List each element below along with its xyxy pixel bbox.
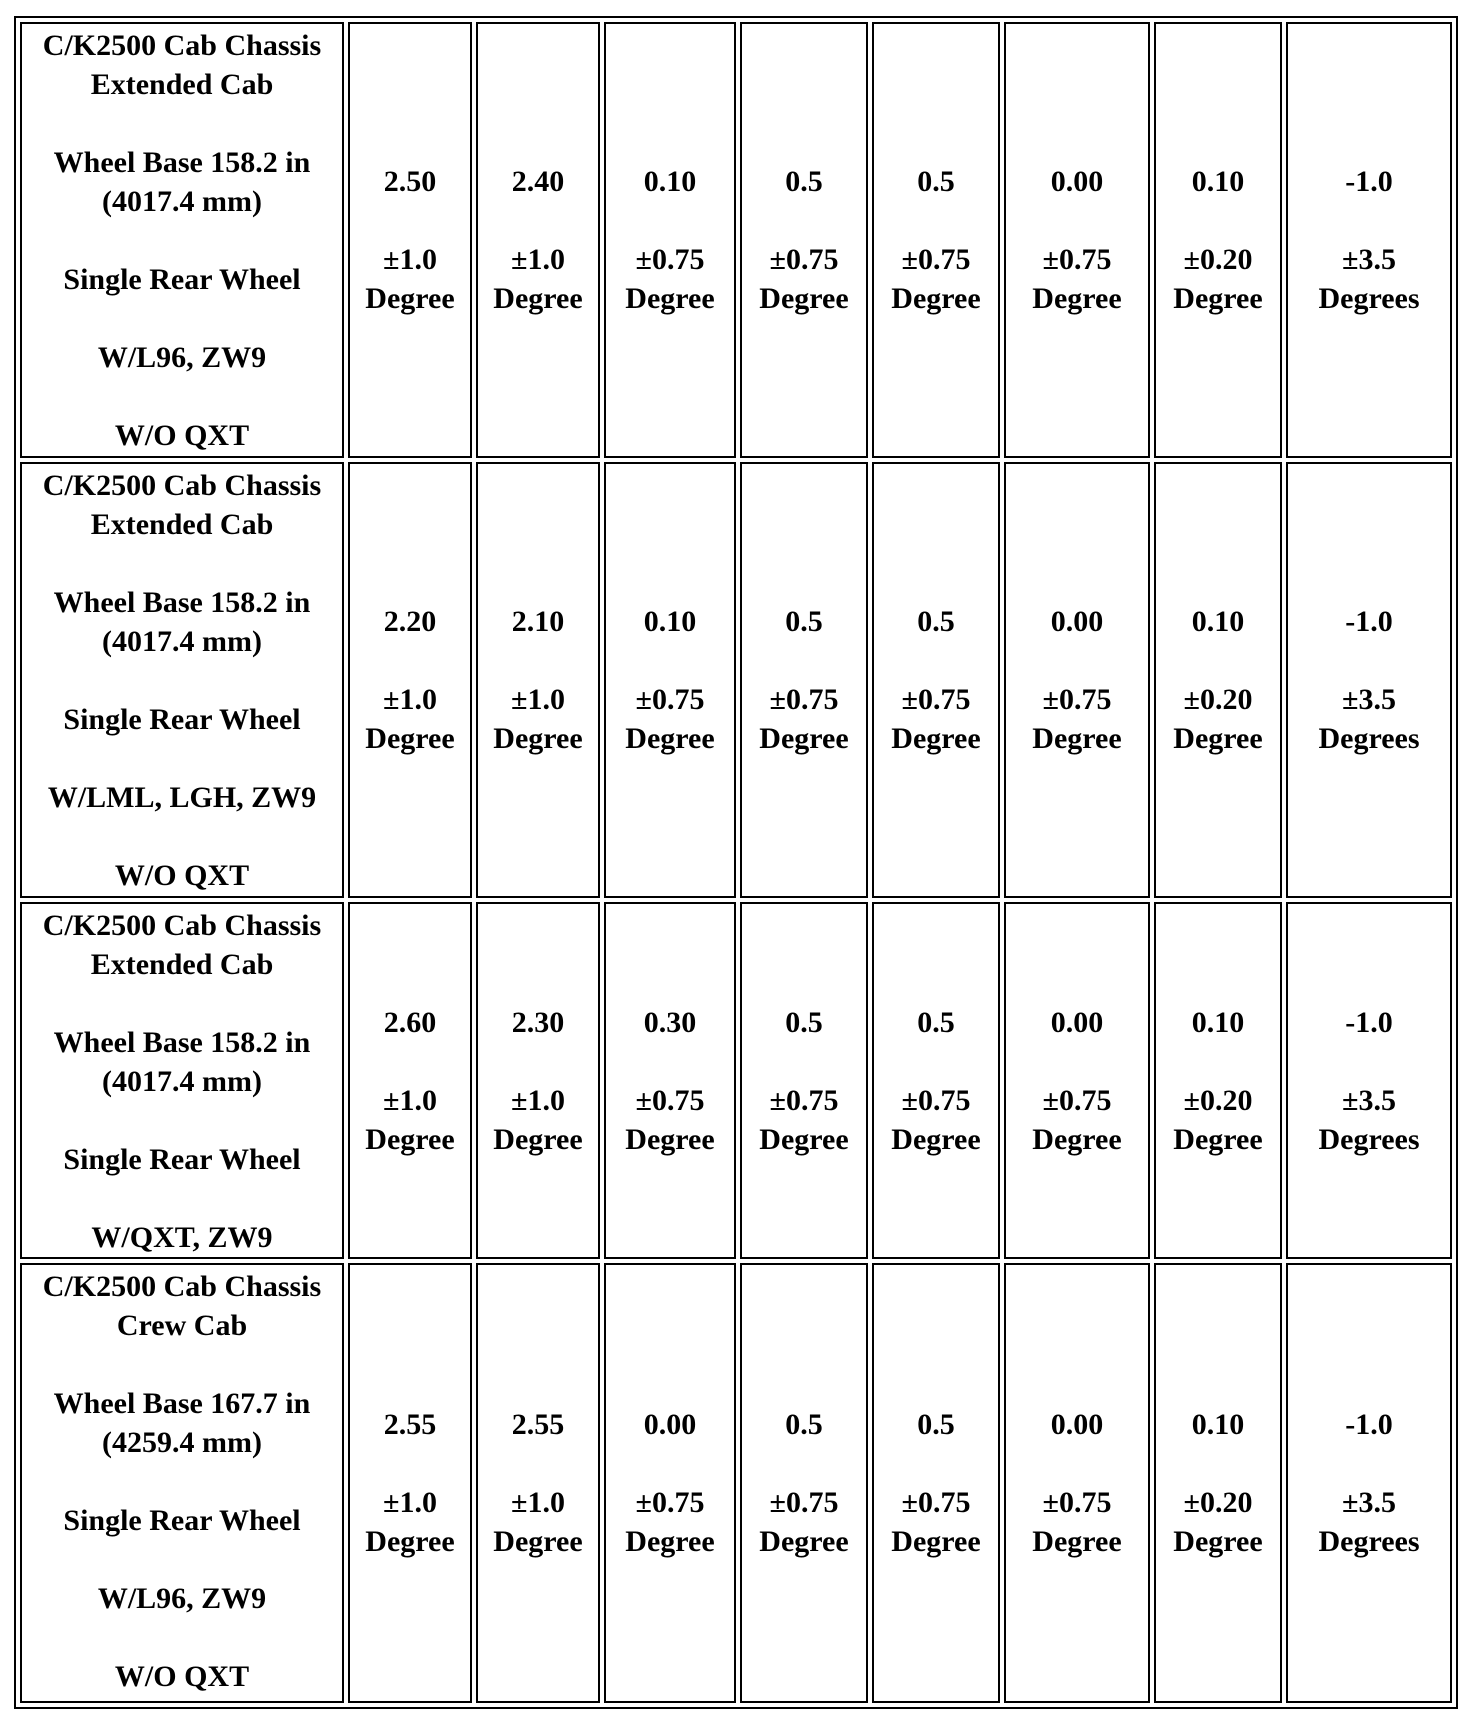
spec-cell — [1286, 22, 1452, 458]
spec-value: 2.55 — [511, 1408, 565, 1441]
spec-value: 0.5 — [917, 1005, 955, 1039]
spec-unit: Degree — [891, 282, 981, 315]
spec-cell — [348, 1263, 472, 1703]
spec-value: 2.55 — [383, 1408, 437, 1441]
spec-unit: Degree — [365, 1525, 455, 1558]
spec-cell — [872, 22, 1000, 458]
spec-unit: Degrees — [1318, 282, 1420, 315]
spec-cell — [476, 902, 600, 1259]
wheelbase-in: Wheel Base 167.7 in — [53, 1387, 311, 1420]
spec-value: 0.10 — [643, 165, 697, 198]
spec-cell — [348, 902, 472, 1259]
spec-value: 0.00 — [1050, 165, 1104, 198]
line-spacer — [22, 1179, 342, 1218]
line-spacer — [22, 1345, 342, 1384]
spec-value: 0.5 — [785, 1408, 823, 1441]
spec-unit: Degree — [493, 722, 583, 755]
excluded-options: W/O QXT — [114, 1660, 250, 1693]
cab-type: Extended Cab — [90, 68, 274, 101]
line-spacer — [606, 1042, 734, 1081]
line-spacer — [350, 1042, 470, 1081]
line-spacer — [350, 201, 470, 240]
spec-cell — [1004, 1263, 1150, 1703]
line-spacer — [742, 641, 866, 680]
spec-tolerance: ±1.0 — [511, 683, 565, 716]
line-spacer — [478, 1042, 598, 1081]
spec-cell — [476, 22, 600, 458]
table-row — [20, 462, 1452, 898]
wheelbase-mm: (4017.4 mm) — [102, 185, 262, 218]
line-spacer — [22, 299, 342, 338]
spec-unit: Degree — [891, 1525, 981, 1558]
spec-unit: Degree — [625, 1122, 715, 1156]
line-spacer — [1156, 201, 1280, 240]
spec-unit: Degree — [1032, 722, 1122, 755]
spec-unit: Degree — [759, 1525, 849, 1558]
spec-tolerance: ±0.75 — [769, 1083, 839, 1117]
line-spacer — [1156, 1444, 1280, 1483]
spec-cell — [604, 902, 736, 1259]
line-spacer — [874, 1042, 998, 1081]
table-row — [20, 1263, 1452, 1703]
spec-value: 0.10 — [1191, 165, 1245, 198]
spec-unit: Degree — [625, 1525, 715, 1558]
spec-cell — [476, 462, 600, 898]
included-options: W/LML, LGH, ZW9 — [47, 781, 317, 814]
spec-tolerance: ±3.5 — [1342, 683, 1396, 716]
line-spacer — [22, 1540, 342, 1579]
spec-unit: Degree — [1032, 1122, 1122, 1156]
spec-tolerance: ±0.75 — [901, 683, 971, 716]
spec-unit: Degree — [759, 1122, 849, 1156]
line-spacer — [22, 104, 342, 143]
line-spacer — [1288, 1444, 1450, 1483]
spec-tolerance: ±1.0 — [383, 1486, 437, 1519]
table-body — [20, 22, 1452, 1703]
spec-value: 0.00 — [643, 1408, 697, 1441]
spec-cell — [1286, 1263, 1452, 1703]
spec-tolerance: ±0.20 — [1183, 1083, 1253, 1117]
line-spacer — [22, 377, 342, 416]
model-cell — [20, 1263, 344, 1703]
spec-cell — [1154, 902, 1282, 1259]
spec-tolerance: ±3.5 — [1342, 1486, 1396, 1519]
model-cell — [20, 902, 344, 1259]
spec-unit: Degrees — [1318, 1525, 1420, 1558]
wheelbase-in: Wheel Base 158.2 in — [53, 1026, 311, 1059]
spec-value: 0.5 — [785, 1005, 823, 1039]
rear-wheel-type: Single Rear Wheel — [63, 263, 301, 296]
spec-tolerance: ±3.5 — [1342, 1083, 1396, 1117]
wheelbase-mm: (4017.4 mm) — [102, 625, 262, 658]
line-spacer — [22, 739, 342, 778]
spec-cell — [1004, 22, 1150, 458]
spec-value: 0.10 — [1191, 1408, 1245, 1441]
spec-tolerance: ±0.75 — [635, 1486, 705, 1519]
spec-tolerance: ±0.75 — [635, 243, 705, 276]
spec-cell — [1286, 902, 1452, 1259]
line-spacer — [478, 1444, 598, 1483]
spec-value: 0.5 — [785, 165, 823, 198]
spec-value: 0.00 — [1050, 1408, 1104, 1441]
spec-value: 0.00 — [1050, 605, 1104, 638]
spec-value: -1.0 — [1345, 1005, 1393, 1039]
spec-tolerance: ±0.75 — [769, 683, 839, 716]
spec-cell — [1004, 902, 1150, 1259]
cab-type: Extended Cab — [90, 948, 274, 981]
spec-cell — [740, 22, 868, 458]
spec-cell — [1004, 462, 1150, 898]
spec-tolerance: ±0.20 — [1183, 243, 1253, 276]
line-spacer — [1006, 1444, 1148, 1483]
line-spacer — [22, 1101, 342, 1140]
line-spacer — [22, 221, 342, 260]
spec-tolerance: ±1.0 — [383, 243, 437, 276]
spec-value: 2.10 — [511, 605, 565, 638]
spec-unit: Degree — [493, 1122, 583, 1156]
spec-unit: Degrees — [1318, 722, 1420, 755]
spec-cell — [476, 1263, 600, 1703]
spec-cell — [1154, 1263, 1282, 1703]
spec-unit: Degree — [1032, 282, 1122, 315]
spec-tolerance: ±0.75 — [635, 683, 705, 716]
spec-tolerance: ±1.0 — [383, 683, 437, 716]
rear-wheel-type: Single Rear Wheel — [63, 1504, 301, 1537]
spec-cell — [604, 22, 736, 458]
cab-type: Crew Cab — [116, 1309, 248, 1342]
wheelbase-in: Wheel Base 158.2 in — [53, 586, 311, 619]
spec-value: 0.5 — [917, 605, 955, 638]
table-row — [20, 22, 1452, 458]
spec-tolerance: ±0.75 — [769, 243, 839, 276]
cab-type: Extended Cab — [90, 508, 274, 541]
wheelbase-mm: (4259.4 mm) — [102, 1426, 262, 1459]
spec-cell — [872, 462, 1000, 898]
spec-unit: Degree — [365, 282, 455, 315]
spec-unit: Degree — [1173, 282, 1263, 315]
line-spacer — [350, 641, 470, 680]
spec-value: 0.10 — [1191, 605, 1245, 638]
spec-unit: Degree — [493, 282, 583, 315]
model-name: C/K2500 Cab Chassis — [42, 1270, 322, 1303]
spec-unit: Degree — [891, 722, 981, 755]
spec-cell — [740, 902, 868, 1259]
line-spacer — [606, 641, 734, 680]
spec-unit: Degrees — [1318, 1122, 1420, 1156]
spec-unit: Degree — [1173, 1122, 1263, 1156]
line-spacer — [350, 1444, 470, 1483]
spec-tolerance: ±1.0 — [383, 1083, 437, 1117]
spec-cell — [604, 1263, 736, 1703]
spec-value: 2.40 — [511, 165, 565, 198]
spec-unit: Degree — [1173, 722, 1263, 755]
line-spacer — [22, 817, 342, 856]
line-spacer — [874, 1444, 998, 1483]
wheelbase-in: Wheel Base 158.2 in — [53, 146, 311, 179]
spec-value: 0.5 — [785, 605, 823, 638]
spec-tolerance: ±0.20 — [1183, 1486, 1253, 1519]
spec-cell — [740, 462, 868, 898]
rear-wheel-type: Single Rear Wheel — [63, 703, 301, 736]
excluded-options: W/O QXT — [114, 859, 250, 892]
spec-cell — [1286, 462, 1452, 898]
line-spacer — [874, 201, 998, 240]
spec-cell — [872, 902, 1000, 1259]
line-spacer — [1156, 641, 1280, 680]
model-cell — [20, 22, 344, 458]
spec-tolerance: ±3.5 — [1342, 243, 1396, 276]
line-spacer — [478, 201, 598, 240]
spec-tolerance: ±0.75 — [1042, 1486, 1112, 1519]
line-spacer — [1006, 641, 1148, 680]
rear-wheel-type: Single Rear Wheel — [63, 1143, 301, 1176]
spec-unit: Degree — [1032, 1525, 1122, 1558]
line-spacer — [1006, 201, 1148, 240]
spec-tolerance: ±0.75 — [1042, 243, 1112, 276]
line-spacer — [1288, 201, 1450, 240]
spec-unit: Degree — [1173, 1525, 1263, 1558]
spec-cell — [1154, 22, 1282, 458]
line-spacer — [22, 544, 342, 583]
line-spacer — [606, 201, 734, 240]
spec-tolerance: ±0.75 — [901, 1083, 971, 1117]
excluded-options: W/O QXT — [114, 419, 250, 452]
spec-unit: Degree — [759, 722, 849, 755]
spec-value: -1.0 — [1345, 1408, 1393, 1441]
spec-unit: Degree — [891, 1122, 981, 1156]
spec-unit: Degree — [625, 722, 715, 755]
model-name: C/K2500 Cab Chassis — [42, 469, 322, 502]
spec-unit: Degree — [365, 1122, 455, 1156]
spec-tolerance: ±1.0 — [511, 1083, 565, 1117]
spec-unit: Degree — [365, 722, 455, 755]
spec-value: -1.0 — [1345, 605, 1393, 638]
model-cell — [20, 462, 344, 898]
spec-value: 2.30 — [511, 1005, 565, 1039]
spec-tolerance: ±1.0 — [511, 243, 565, 276]
model-name: C/K2500 Cab Chassis — [42, 909, 322, 942]
spec-tolerance: ±0.75 — [769, 1486, 839, 1519]
spec-value: 0.30 — [643, 1005, 697, 1039]
spec-tolerance: ±0.75 — [635, 1083, 705, 1117]
spec-value: 2.60 — [383, 1005, 437, 1039]
spec-value: 2.20 — [383, 605, 437, 638]
line-spacer — [606, 1444, 734, 1483]
spec-tolerance: ±0.75 — [1042, 683, 1112, 716]
line-spacer — [874, 641, 998, 680]
spec-value: 2.50 — [383, 165, 437, 198]
spec-tolerance: ±0.75 — [901, 1486, 971, 1519]
alignment-spec-table — [14, 16, 1458, 1709]
line-spacer — [22, 984, 342, 1023]
spec-tolerance: ±0.75 — [1042, 1083, 1112, 1117]
spec-cell — [348, 462, 472, 898]
line-spacer — [742, 1042, 866, 1081]
included-options: W/L96, ZW9 — [97, 1582, 267, 1615]
spec-unit: Degree — [493, 1525, 583, 1558]
spec-unit: Degree — [625, 282, 715, 315]
line-spacer — [742, 201, 866, 240]
line-spacer — [22, 661, 342, 700]
spec-cell — [348, 22, 472, 458]
spec-value: 0.5 — [917, 165, 955, 198]
spec-value: -1.0 — [1345, 165, 1393, 198]
table-row — [20, 902, 1452, 1259]
spec-value: 0.5 — [917, 1408, 955, 1441]
spec-value: 0.10 — [1191, 1005, 1245, 1039]
line-spacer — [1156, 1042, 1280, 1081]
line-spacer — [22, 1618, 342, 1657]
line-spacer — [1006, 1042, 1148, 1081]
spec-value: 0.10 — [643, 605, 697, 638]
included-options: W/L96, ZW9 — [97, 341, 267, 374]
spec-cell — [1154, 462, 1282, 898]
spec-cell — [872, 1263, 1000, 1703]
line-spacer — [478, 641, 598, 680]
spec-cell — [740, 1263, 868, 1703]
spec-tolerance: ±0.75 — [901, 243, 971, 276]
wheelbase-mm: (4017.4 mm) — [102, 1065, 262, 1098]
included-options: W/QXT, ZW9 — [91, 1221, 273, 1254]
spec-cell — [604, 462, 736, 898]
line-spacer — [1288, 1042, 1450, 1081]
spec-tolerance: ±1.0 — [511, 1486, 565, 1519]
line-spacer — [22, 1462, 342, 1501]
line-spacer — [742, 1444, 866, 1483]
line-spacer — [1288, 641, 1450, 680]
spec-unit: Degree — [759, 282, 849, 315]
spec-tolerance: ±0.20 — [1183, 683, 1253, 716]
spec-value: 0.00 — [1050, 1005, 1104, 1039]
model-name: C/K2500 Cab Chassis — [42, 29, 322, 62]
